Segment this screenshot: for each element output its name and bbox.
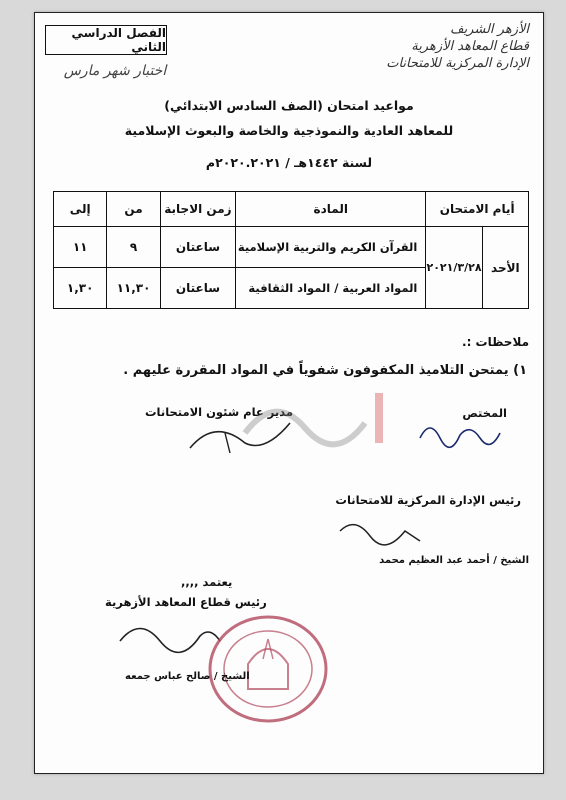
col-header-duration: زمن الاجابة: [160, 192, 235, 227]
year-line: لسنة ١٤٤٢هـ / ٢٠٢٠.٢٠٢١م: [205, 155, 373, 170]
col-header-from: من: [107, 192, 160, 227]
col-header-day: أيام الامتحان: [426, 192, 529, 227]
col-header-subject: المادة: [236, 192, 426, 227]
subject-cell: المواد العربية / المواد الثقافية: [236, 268, 426, 309]
org-line-1: الأزهر الشريف: [450, 22, 529, 37]
organization-header: [329, 21, 529, 72]
document-sheet: [34, 12, 544, 774]
notes-label: ملاحظات :.: [462, 335, 529, 349]
day-name: الأحد: [482, 227, 528, 309]
duration-cell: ساعتان: [160, 268, 235, 309]
signature-label-director: مدير عام شئون الامتحانات: [145, 405, 293, 419]
exam-schedule-table: [53, 191, 529, 309]
table-header-row: [54, 192, 529, 227]
from-cell: ١١,٣٠: [107, 268, 160, 309]
signature-label-central-head: رئيس الإدارة المركزية للامتحانات: [335, 493, 521, 507]
signature-label-specialist: المختص: [462, 406, 507, 420]
director-signature-scribble: [185, 413, 295, 458]
org-line-2: قطاع المعاهد الأزهرية: [411, 39, 529, 54]
to-cell: ١١: [54, 227, 107, 268]
to-cell: ١,٣٠: [54, 268, 107, 309]
exam-date: ٢٠٢١/٣/٢٨: [426, 227, 482, 309]
table-row: [54, 227, 529, 268]
handwritten-note: اختبار شهر مارس: [63, 63, 167, 79]
duration-cell: ساعتان: [160, 227, 235, 268]
col-header-to: إلى: [54, 192, 107, 227]
approval-label: يعتمد ,,,,: [181, 575, 233, 589]
institutes-subtitle: للمعاهد العادية والنموذجية والخاصة والبعوث الإسلامية: [124, 123, 454, 138]
note-item-1: ١) يمتحن التلاميذ المكفوفون شفوياً في المواد المقررة عليهم .: [123, 363, 527, 378]
semester-box: الفصل الدراسي الثاني: [45, 25, 167, 55]
org-line-3: الإدارة المركزية للامتحانات: [386, 56, 529, 71]
central-head-signature-scribble: [335, 511, 425, 551]
subject-cell: القرآن الكريم والتربية الإسلامية: [236, 227, 426, 268]
official-seal-stamp: [203, 609, 333, 729]
signatory-name-2: الشيخ / صالح عباس جمعه: [125, 671, 250, 682]
signature-label-sector-head: رئيس قطاع المعاهد الأزهرية: [105, 595, 267, 609]
signatory-name-1: الشيخ / أحمد عبد العظيم محمد: [379, 555, 529, 566]
specialist-signature-scribble: [415, 413, 505, 453]
exam-title: مواعيد امتحان (الصف السادس الابتدائي): [164, 98, 414, 113]
from-cell: ٩: [107, 227, 160, 268]
